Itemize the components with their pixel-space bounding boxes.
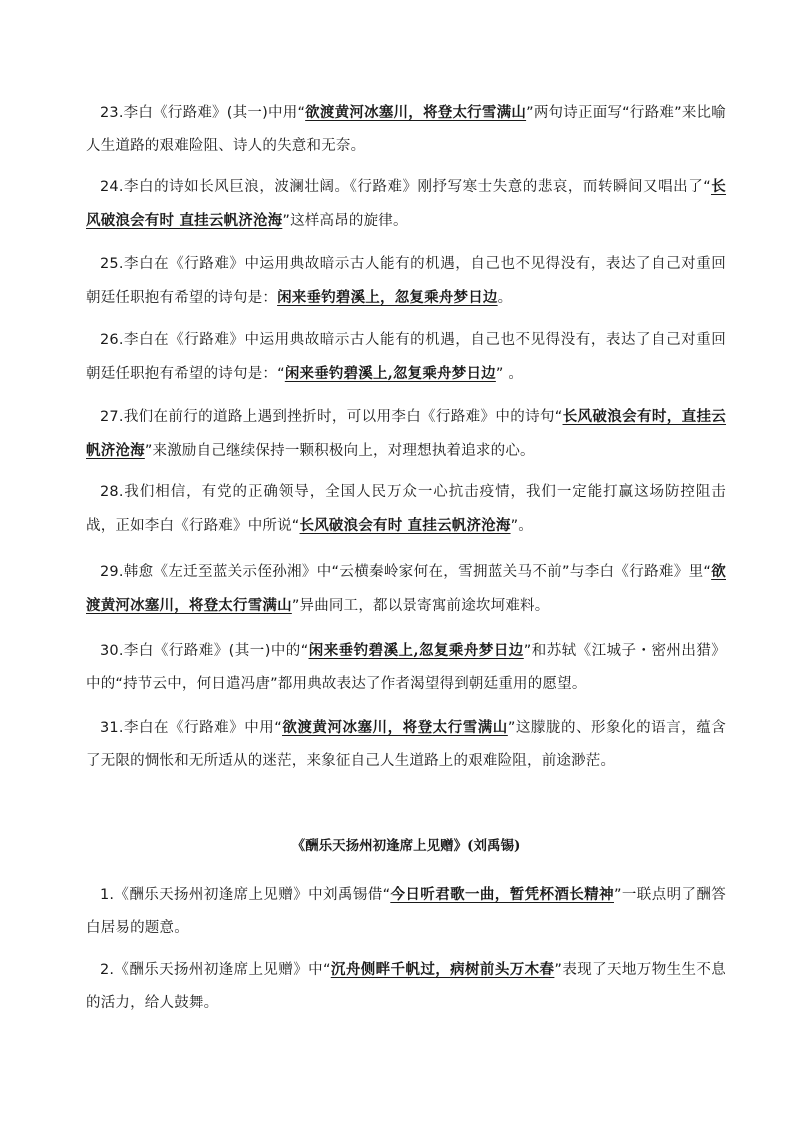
answer-text: 长风破浪会有时 直挂云帆济沧海	[86, 178, 727, 229]
question-23	[86, 96, 726, 163]
section-question-1	[86, 878, 726, 945]
question-26	[86, 324, 726, 391]
question-text: 31.李白在《行路难》中用“	[100, 720, 283, 736]
question-28	[86, 476, 726, 543]
answer-text: 欲渡黄河冰塞川，将登太行雪满山	[86, 563, 726, 614]
question-text: 29.韩愈《左迁至蓝关示侄孙湘》中“云横秦岭家何在，雪拥蓝关马不前”与李白《行路难》里“	[100, 564, 712, 580]
question-text: ”。	[510, 518, 533, 534]
question-27	[86, 400, 726, 468]
question-text: ”和苏轼《江城子・密州出猎》中的“持节云中，何日遣冯唐”都用典故表达了作者渴望得到朝廷重用的愿望。	[86, 643, 727, 692]
question-text: 30.李白《行路难》(其一)中的“	[100, 643, 309, 659]
question-text: 23.李白《行路难》(其一)中用“	[100, 105, 306, 121]
answer-text: 闲来垂钓碧溪上，忽复乘舟梦日边	[277, 289, 498, 306]
section-question-2	[86, 953, 726, 1020]
question-text: 27.我们在前行的道路上遇到挫折时，可以用李白《行路难》中的诗句“	[100, 409, 563, 425]
answer-text: 闲来垂钓碧溪上,忽复乘舟梦日边	[308, 642, 524, 659]
answer-text: 沉舟侧畔千帆过，病树前头万木春	[330, 961, 555, 978]
question-text: ”表现了天地万物生生不息的活力，给人鼓舞。	[86, 962, 726, 1011]
question-text: 28.我们相信，有党的正确领导，全国人民万众一心抗击疫情，我们一定能打赢这场防控阻击战，正如李白《行路难》中所说“	[86, 484, 726, 534]
section-title: 《酬乐天扬州初逢席上见赠》(刘禹锡)	[291, 838, 521, 854]
question-text: 。	[497, 290, 513, 306]
answer-text: 欲渡黄河冰塞川，将登太行雪满山	[282, 719, 508, 736]
question-31	[86, 711, 726, 778]
question-text: 26.李白在《行路难》中运用典故暗示古人能有的机遇，自己也不见得没有，表达了自己对重回朝廷任职抱有希望的诗句是：“	[86, 332, 726, 382]
question-30	[86, 634, 726, 701]
answer-text: 闲来垂钓碧溪上,忽复乘舟梦日边	[284, 365, 496, 382]
question-text: 2.《酬乐天扬州初逢席上见赠》中“	[100, 962, 331, 978]
question-24	[86, 170, 726, 238]
question-text: ”两句诗正面写“行路难”来比喻人生道路的艰难险阻、诗人的失意和无奈。	[86, 105, 726, 154]
question-text: 1.《酬乐天扬州初逢席上见赠》中刘禹锡借“	[100, 887, 391, 903]
answer-text: 欲渡黄河冰塞川，将登太行雪满山	[305, 104, 527, 121]
question-text: ”这样高昂的旋律。	[282, 213, 408, 229]
answer-text: 今日听君歌一曲，暂凭杯酒长精神	[390, 886, 614, 903]
question-29	[86, 555, 726, 623]
question-text: ”异曲同工，都以景寄寓前途坎坷难料。	[291, 598, 550, 614]
question-25	[86, 248, 726, 315]
question-text: ”这朦胧的、形象化的语言，蕴含了无限的惆怅和无所适从的迷茫，来象征自己人生道路上的艰难险阻，前途渺茫。	[86, 720, 727, 769]
question-text: ” 。	[495, 366, 524, 382]
question-text: ”来激励自己继续保持一颗积极向上，对理想执着追求的心。	[144, 443, 535, 459]
answer-text: 长风破浪会有时，直挂云帆济沧海	[86, 408, 727, 459]
question-text: 24.李白的诗如长风巨浪，波澜壮阔。《行路难》刚抒写寒士失意的悲哀，而转瞬间又唱出了“	[100, 179, 711, 195]
answer-text: 长风破浪会有时 直挂云帆济沧海	[299, 517, 511, 534]
question-text: 25.李白在《行路难》中运用典故暗示古人能有的机遇，自己也不见得没有，表达了自己对重回朝廷任职抱有希望的诗句是：	[86, 256, 726, 306]
question-text: ”一联点明了酬答白居易的题意。	[86, 887, 726, 936]
